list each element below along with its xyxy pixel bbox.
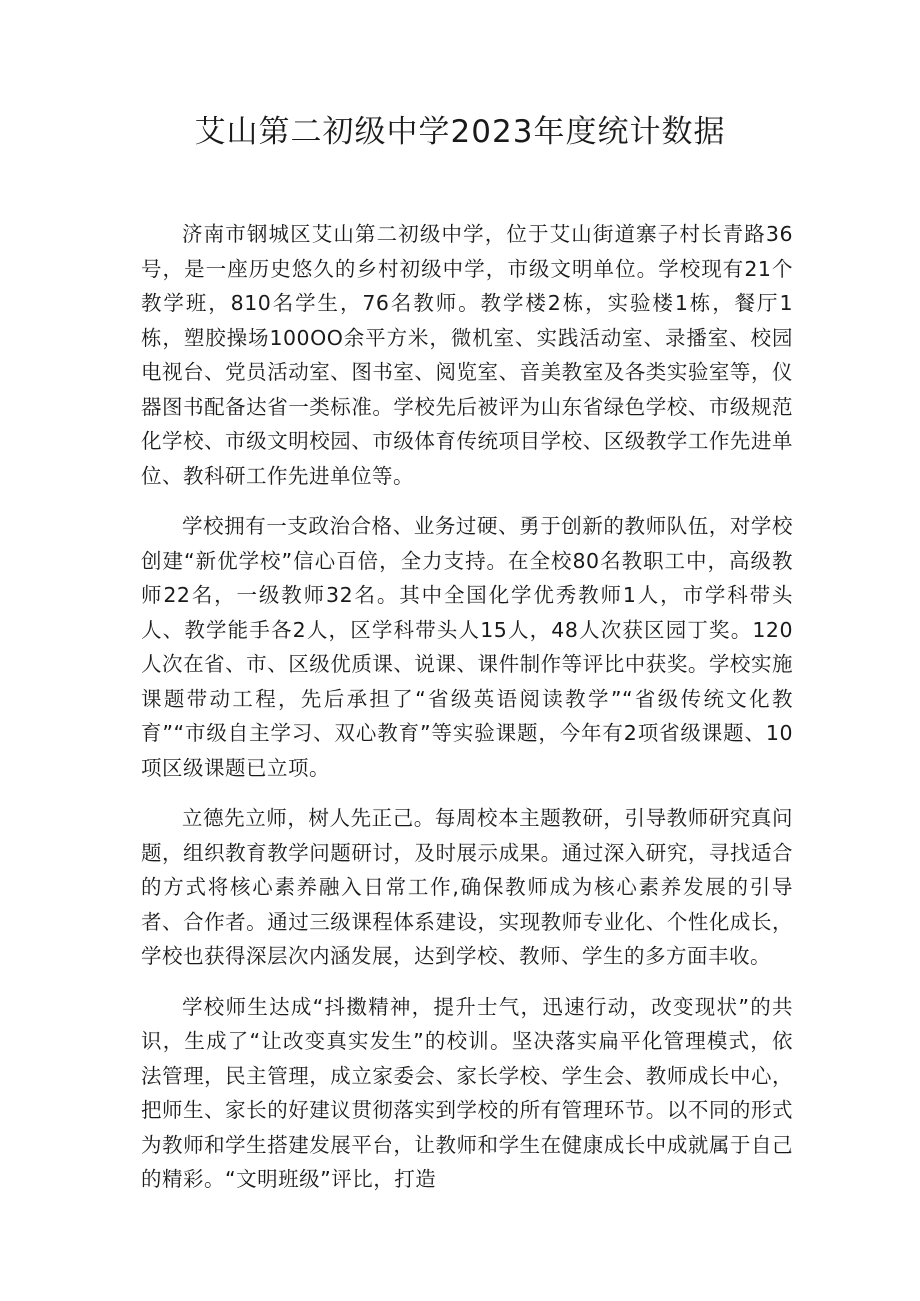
paragraph-school-management: 学校师生达成“抖擞精神，提升士气，迅速行动，改变现状”的共识，生成了“让改变真实发生”的校训。坚决落实扁平化管理模式，依法管理，民主管理，成立家委会、家长学校、学生会、教师成长中心，把师生、家长的好建议贯彻落实到学校的所有管理环节。以不同的形式为教师和学生搭建发展平台，让教师和学生在健康成长中成就属于自己的精彩。“文明班级”评比，打造 xyxy=(141,994,793,1191)
document-title: 艾山第二初级中学2023年度统计数据 xyxy=(194,114,726,150)
paragraph-teaching-staff: 学校拥有一支政治合格、业务过硬、勇于创新的教师队伍，对学校创建“新优学校”信心百倍，全力支持。在全校80名教职工中，高级教师22名，一级教师32名。其中全国化学优秀教师1人，市学科带头人、教学能手各2人，区学科带头人15人，48人次获区园丁奖。120人次在省、市、区级优质课、说课、课件制作等评比中获奖。学校实施课题带动工程，先后承担了“省级英语阅读教学”“省级传统文化教育”“市级自主学习、双心教育”等实验课题，今年有2项省级课题、10项区级课题已立项。 xyxy=(141,514,793,780)
paragraph-teacher-development: 立德先立师，树人先正己。每周校本主题教研，引导教师研究真问题，组织教育教学问题研讨，及时展示成果。通过深入研究，寻找适合的方式将核心素养融入日常工作,确保教师成为核心素养发展的引导者、合作者。通过三级课程体系建设，实现教师专业化、个性化成长，学校也获得深层次内涵发展，达到学校、教师、学生的多方面丰收。 xyxy=(141,806,793,968)
document-body xyxy=(141,217,793,1213)
paragraph-school-overview: 济南市钢城区艾山第二初级中学，位于艾山街道寨子村长青路36号，是一座历史悠久的乡村初级中学，市级文明单位。学校现有21个教学班，810名学生，76名教师。教学楼2栋，实验楼1栋，餐厅1栋，塑胶操场100OO余平方米，微机室、实践活动室、录播室、校园电视台、党员活动室、图书室、阅览室、音美教室及各类实验室等，仪器图书配备达省一类标准。学校先后被评为山东省绿色学校、市级规范化学校、市级文明校园、市级体育传统项目学校、区级教学工作先进单位、教科研工作先进单位等。 xyxy=(141,222,793,488)
